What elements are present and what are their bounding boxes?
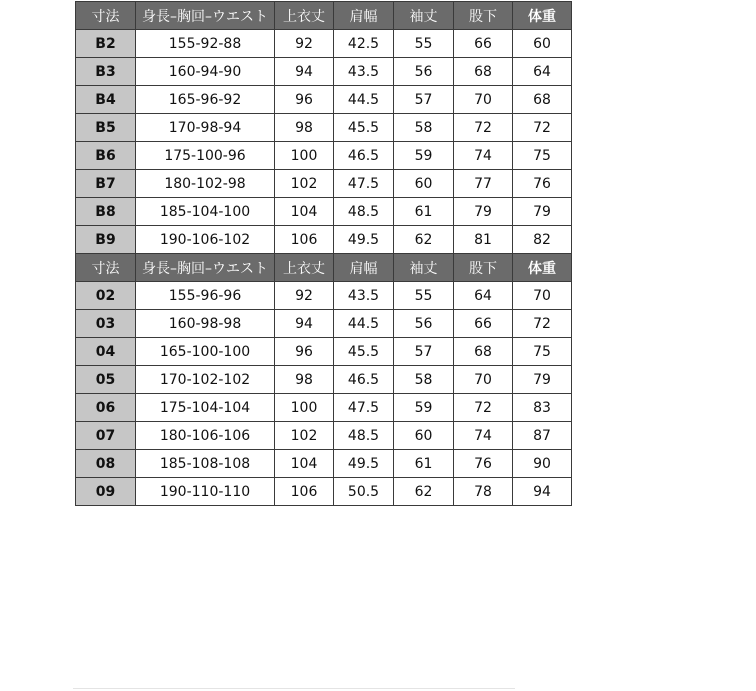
table-row [76, 30, 572, 58]
table-cell: 92 [275, 282, 334, 310]
table-cell: 45.5 [334, 338, 394, 366]
table-row [76, 366, 572, 394]
header-cell-height-chest-waist: 身長–胸回–ウエスト [136, 254, 275, 282]
table-cell: 61 [394, 198, 454, 226]
table-cell: 98 [275, 366, 334, 394]
header-cell-shoulder-width: 肩幅 [334, 2, 394, 30]
table-cell: 56 [394, 310, 454, 338]
header-cell-jacket-length: 上衣丈 [275, 254, 334, 282]
header-cell-inseam: 股下 [454, 2, 513, 30]
table-cell: 98 [275, 114, 334, 142]
header-cell-height-chest-waist: 身長–胸回–ウエスト [136, 2, 275, 30]
header-cell-weight: 体重 [513, 254, 572, 282]
table-cell: 75 [513, 338, 572, 366]
table-cell: 60 [394, 170, 454, 198]
table-cell: 64 [513, 58, 572, 86]
size-code-cell: 07 [76, 422, 136, 450]
table-cell: 180-102-98 [136, 170, 275, 198]
table-row [76, 450, 572, 478]
table-cell: 45.5 [334, 114, 394, 142]
table-cell: 94 [513, 478, 572, 506]
bottom-divider [73, 688, 515, 689]
table-cell: 106 [275, 226, 334, 254]
table-cell: 79 [513, 366, 572, 394]
table-cell: 190-110-110 [136, 478, 275, 506]
table-cell: 160-94-90 [136, 58, 275, 86]
table-cell: 175-104-104 [136, 394, 275, 422]
size-code-cell: B8 [76, 198, 136, 226]
size-code-cell: 08 [76, 450, 136, 478]
table-cell: 165-96-92 [136, 86, 275, 114]
table-cell: 96 [275, 338, 334, 366]
size-code-cell: 06 [76, 394, 136, 422]
table-cell: 175-100-96 [136, 142, 275, 170]
table-cell: 70 [454, 366, 513, 394]
table-cell: 102 [275, 422, 334, 450]
size-code-cell: 05 [76, 366, 136, 394]
table-cell: 62 [394, 478, 454, 506]
table-cell: 61 [394, 450, 454, 478]
header-cell-size: 寸法 [76, 254, 136, 282]
table-row [76, 198, 572, 226]
table-cell: 76 [454, 450, 513, 478]
table-header-row [76, 254, 572, 282]
table-cell: 62 [394, 226, 454, 254]
table-cell: 48.5 [334, 198, 394, 226]
header-cell-sleeve-length: 袖丈 [394, 254, 454, 282]
size-code-cell: B4 [76, 86, 136, 114]
header-cell-jacket-length: 上衣丈 [275, 2, 334, 30]
table-cell: 60 [513, 30, 572, 58]
table-cell: 72 [454, 394, 513, 422]
table-cell: 70 [454, 86, 513, 114]
table-cell: 96 [275, 86, 334, 114]
table-row [76, 58, 572, 86]
size-code-cell: B7 [76, 170, 136, 198]
table-cell: 104 [275, 198, 334, 226]
table-cell: 55 [394, 282, 454, 310]
table-row [76, 422, 572, 450]
table-cell: 79 [454, 198, 513, 226]
table-row [76, 226, 572, 254]
table-cell: 185-108-108 [136, 450, 275, 478]
table-cell: 81 [454, 226, 513, 254]
table-cell: 74 [454, 142, 513, 170]
table-cell: 57 [394, 338, 454, 366]
table-row [76, 114, 572, 142]
table-cell: 43.5 [334, 282, 394, 310]
table-cell: 46.5 [334, 142, 394, 170]
table-cell: 58 [394, 114, 454, 142]
table-cell: 58 [394, 366, 454, 394]
table-cell: 104 [275, 450, 334, 478]
table-cell: 180-106-106 [136, 422, 275, 450]
table-cell: 70 [513, 282, 572, 310]
table-cell: 170-98-94 [136, 114, 275, 142]
size-code-cell: B3 [76, 58, 136, 86]
header-cell-shoulder-width: 肩幅 [334, 254, 394, 282]
table-row [76, 310, 572, 338]
table-cell: 90 [513, 450, 572, 478]
table-cell: 66 [454, 30, 513, 58]
table-cell: 43.5 [334, 58, 394, 86]
table-cell: 160-98-98 [136, 310, 275, 338]
table-cell: 56 [394, 58, 454, 86]
table-cell: 68 [454, 338, 513, 366]
header-cell-weight: 体重 [513, 2, 572, 30]
size-code-cell: B6 [76, 142, 136, 170]
table-cell: 190-106-102 [136, 226, 275, 254]
table-row [76, 142, 572, 170]
table-cell: 83 [513, 394, 572, 422]
table-cell: 55 [394, 30, 454, 58]
table-cell: 60 [394, 422, 454, 450]
size-chart-table [75, 1, 572, 506]
table-cell: 87 [513, 422, 572, 450]
table-cell: 165-100-100 [136, 338, 275, 366]
table-cell: 79 [513, 198, 572, 226]
size-code-cell: 02 [76, 282, 136, 310]
size-code-cell: B5 [76, 114, 136, 142]
header-cell-sleeve-length: 袖丈 [394, 2, 454, 30]
table-cell: 100 [275, 394, 334, 422]
size-code-cell: 03 [76, 310, 136, 338]
table-cell: 49.5 [334, 226, 394, 254]
table-header-row [76, 2, 572, 30]
table-cell: 50.5 [334, 478, 394, 506]
table-row [76, 86, 572, 114]
table-cell: 46.5 [334, 366, 394, 394]
table-cell: 64 [454, 282, 513, 310]
table-cell: 59 [394, 394, 454, 422]
size-code-cell: B9 [76, 226, 136, 254]
table-cell: 72 [513, 310, 572, 338]
table-cell: 49.5 [334, 450, 394, 478]
table-cell: 92 [275, 30, 334, 58]
table-cell: 47.5 [334, 394, 394, 422]
table-cell: 74 [454, 422, 513, 450]
table-cell: 170-102-102 [136, 366, 275, 394]
size-code-cell: 04 [76, 338, 136, 366]
table-row [76, 478, 572, 506]
table-cell: 66 [454, 310, 513, 338]
table-cell: 102 [275, 170, 334, 198]
table-cell: 155-96-96 [136, 282, 275, 310]
table-cell: 44.5 [334, 86, 394, 114]
table-cell: 82 [513, 226, 572, 254]
table-cell: 185-104-100 [136, 198, 275, 226]
table-cell: 59 [394, 142, 454, 170]
table-cell: 72 [513, 114, 572, 142]
table-row [76, 394, 572, 422]
size-code-cell: 09 [76, 478, 136, 506]
table-cell: 94 [275, 310, 334, 338]
header-cell-inseam: 股下 [454, 254, 513, 282]
size-code-cell: B2 [76, 30, 136, 58]
table-cell: 78 [454, 478, 513, 506]
table-cell: 72 [454, 114, 513, 142]
table-row [76, 338, 572, 366]
table-cell: 100 [275, 142, 334, 170]
header-cell-size: 寸法 [76, 2, 136, 30]
table-row [76, 170, 572, 198]
table-cell: 68 [513, 86, 572, 114]
table-cell: 77 [454, 170, 513, 198]
table-cell: 155-92-88 [136, 30, 275, 58]
table-cell: 42.5 [334, 30, 394, 58]
table-cell: 47.5 [334, 170, 394, 198]
table-cell: 106 [275, 478, 334, 506]
table-row [76, 282, 572, 310]
table-cell: 68 [454, 58, 513, 86]
table-cell: 44.5 [334, 310, 394, 338]
table-cell: 94 [275, 58, 334, 86]
table-cell: 75 [513, 142, 572, 170]
table-cell: 48.5 [334, 422, 394, 450]
table-cell: 57 [394, 86, 454, 114]
table-cell: 76 [513, 170, 572, 198]
